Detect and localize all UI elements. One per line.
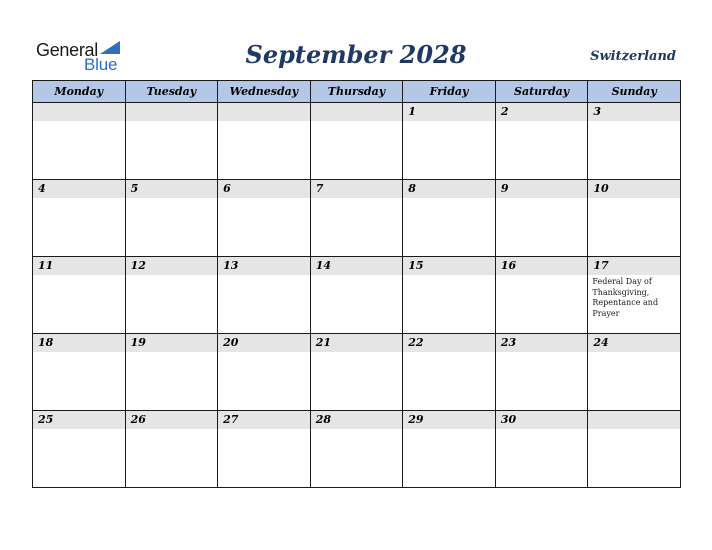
day-number — [126, 103, 218, 121]
day-number: 16 — [496, 257, 588, 275]
day-number: 15 — [403, 257, 495, 275]
day-number: 14 — [311, 257, 403, 275]
day-cell — [125, 180, 218, 257]
day-cell — [218, 334, 311, 411]
day-cell — [218, 257, 311, 334]
day-cell — [403, 334, 496, 411]
day-cell — [310, 334, 403, 411]
day-number: 6 — [218, 180, 310, 198]
day-cell — [310, 180, 403, 257]
day-cell — [125, 103, 218, 180]
week-row — [33, 257, 681, 334]
day-cell — [33, 411, 126, 488]
day-cell — [218, 180, 311, 257]
day-cell — [125, 257, 218, 334]
day-number: 29 — [403, 411, 495, 429]
day-cell — [403, 103, 496, 180]
weekday-sunday: Sunday — [588, 81, 681, 103]
weekday-saturday: Saturday — [495, 81, 588, 103]
day-cell — [310, 411, 403, 488]
day-number — [218, 103, 310, 121]
day-cell — [588, 103, 681, 180]
day-number: 12 — [126, 257, 218, 275]
day-cell — [218, 411, 311, 488]
weekday-thursday: Thursday — [310, 81, 403, 103]
day-number: 3 — [588, 103, 680, 121]
logo-blue-text: Blue — [84, 55, 118, 74]
day-cell — [33, 180, 126, 257]
weekday-tuesday: Tuesday — [125, 81, 218, 103]
day-number: 26 — [126, 411, 218, 429]
day-number: 10 — [588, 180, 680, 198]
calendar-title: September 2028 — [245, 40, 467, 69]
logo-general-text: General — [36, 40, 98, 60]
day-number: 19 — [126, 334, 218, 352]
day-number: 30 — [496, 411, 588, 429]
week-row — [33, 180, 681, 257]
day-number: 21 — [311, 334, 403, 352]
week-row — [33, 334, 681, 411]
day-cell — [495, 180, 588, 257]
day-cell — [588, 180, 681, 257]
day-number: 7 — [311, 180, 403, 198]
week-row — [33, 411, 681, 488]
day-cell — [310, 257, 403, 334]
generalblue-logo — [36, 40, 136, 74]
day-number: 28 — [311, 411, 403, 429]
day-cell — [125, 334, 218, 411]
day-number — [588, 411, 680, 429]
day-number: 18 — [33, 334, 125, 352]
logo-triangle-icon — [100, 41, 120, 54]
day-number: 24 — [588, 334, 680, 352]
day-cell — [310, 103, 403, 180]
day-number: 1 — [403, 103, 495, 121]
day-cell — [125, 411, 218, 488]
day-cell — [33, 257, 126, 334]
day-cell — [403, 180, 496, 257]
day-cell — [588, 334, 681, 411]
day-number: 17 — [588, 257, 680, 275]
day-number: 13 — [218, 257, 310, 275]
day-number: 20 — [218, 334, 310, 352]
calendar-grid — [32, 80, 681, 488]
day-number: 22 — [403, 334, 495, 352]
day-number: 23 — [496, 334, 588, 352]
weekday-wednesday: Wednesday — [218, 81, 311, 103]
day-number: 2 — [496, 103, 588, 121]
holiday-event: Federal Day of Thanksgiving, Repentance and Prayer — [592, 277, 659, 318]
day-number: 8 — [403, 180, 495, 198]
week-row — [33, 103, 681, 180]
day-number: 27 — [218, 411, 310, 429]
day-number: 25 — [33, 411, 125, 429]
day-cell — [403, 411, 496, 488]
day-cell-holiday — [588, 257, 681, 334]
day-number: 11 — [33, 257, 125, 275]
day-number: 5 — [126, 180, 218, 198]
day-cell — [495, 257, 588, 334]
day-cell — [33, 103, 126, 180]
day-number — [311, 103, 403, 121]
day-cell — [495, 334, 588, 411]
day-cell — [218, 103, 311, 180]
weekday-monday: Monday — [33, 81, 126, 103]
day-number: 4 — [33, 180, 125, 198]
weekday-friday: Friday — [403, 81, 496, 103]
day-cell — [495, 103, 588, 180]
day-cell — [403, 257, 496, 334]
day-number — [33, 103, 125, 121]
day-number: 9 — [496, 180, 588, 198]
day-cell — [33, 334, 126, 411]
weekday-header-row — [33, 81, 681, 103]
day-cell — [495, 411, 588, 488]
country-label: Switzerland — [590, 49, 676, 64]
day-cell — [588, 411, 681, 488]
